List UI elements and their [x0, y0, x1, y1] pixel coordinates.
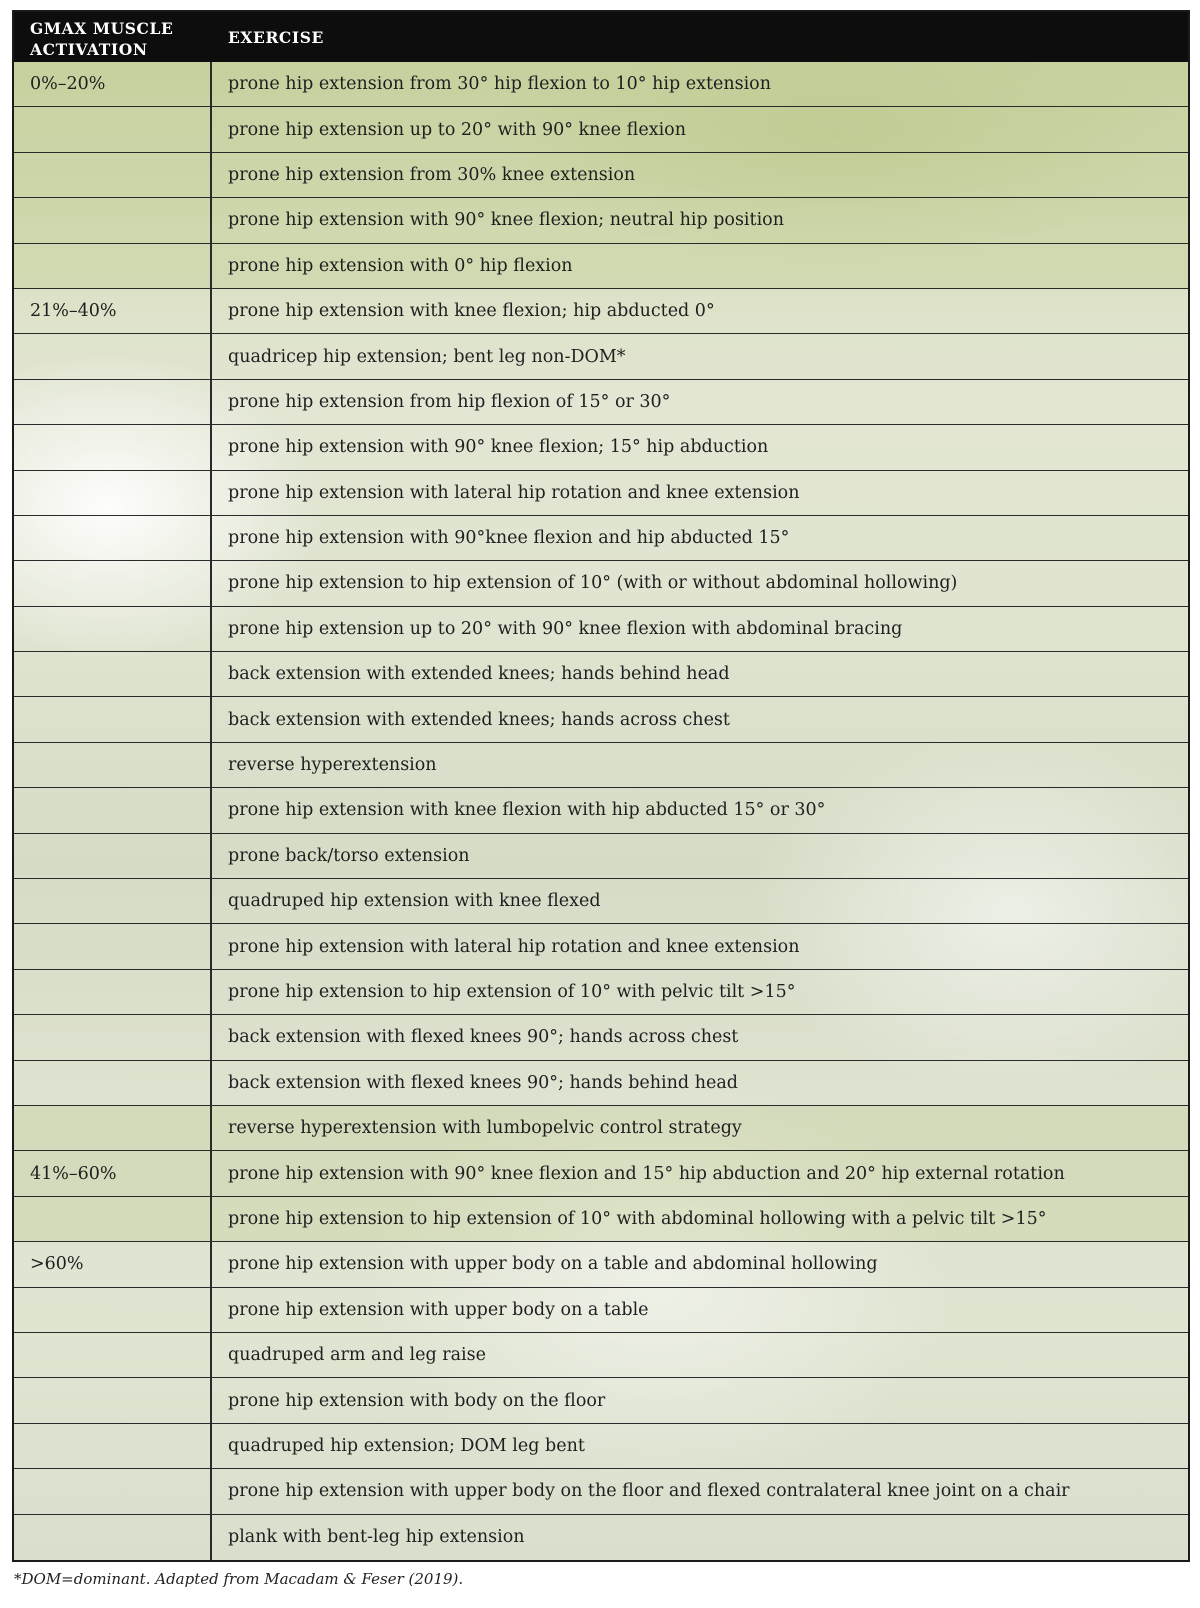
activation-cell — [14, 1333, 212, 1377]
activation-cell — [14, 1424, 212, 1468]
activation-cell: 0%–20% — [14, 62, 212, 106]
exercise-cell: prone hip extension to hip extension of 10° with abdominal hollowing with a pelvic tilt >15° — [228, 1208, 1047, 1229]
activation-cell — [14, 970, 212, 1014]
table-row — [14, 1333, 1188, 1378]
activation-cell — [14, 334, 212, 378]
exercise-cell: back extension with flexed knees 90°; hands across chest — [228, 1027, 739, 1048]
table-row — [14, 1288, 1188, 1333]
table-row — [14, 924, 1188, 969]
exercise-cell: prone back/torso extension — [228, 845, 470, 866]
table-row — [14, 334, 1188, 379]
exercise-cell: reverse hyperextension — [228, 755, 437, 776]
exercise-cell: plank with bent-leg hip extension — [228, 1527, 525, 1548]
exercise-cell: prone hip extension with lateral hip rotation and knee extension — [228, 482, 800, 503]
table-row — [14, 425, 1188, 470]
table-row — [14, 153, 1188, 198]
table-row — [14, 607, 1188, 652]
exercise-cell: prone hip extension to hip extension of 10° with pelvic tilt >15° — [228, 982, 796, 1002]
table-row — [14, 834, 1188, 879]
table-row — [14, 198, 1188, 243]
activation-cell — [14, 924, 212, 968]
exercise-cell: prone hip extension with upper body on a table — [228, 1299, 649, 1320]
table-row — [14, 879, 1188, 924]
exercise-cell: quadruped hip extension with knee flexed — [228, 891, 601, 912]
table-row — [14, 1151, 1188, 1196]
table-row — [14, 471, 1188, 516]
table-row — [14, 1424, 1188, 1469]
table-row — [14, 697, 1188, 742]
exercise-cell: quadruped hip extension; DOM leg bent — [228, 1435, 585, 1456]
exercise-cell: prone hip extension up to 20° with 90° knee flexion — [228, 119, 686, 140]
activation-cell — [14, 1515, 212, 1560]
exercise-cell: prone hip extension with upper body on the floor and flexed contralateral knee joint on a chair — [228, 1481, 1070, 1502]
exercise-cell: prone hip extension from 30° hip flexion to 10° hip extension — [228, 74, 771, 95]
exercise-cell: quadricep hip extension; bent leg non-DOM* — [228, 346, 626, 367]
activation-cell — [14, 1469, 212, 1513]
exercise-cell: back extension with extended knees; hands behind head — [228, 664, 730, 685]
exercise-cell: back extension with extended knees; hands across chest — [228, 709, 730, 730]
exercise-cell: prone hip extension up to 20° with 90° knee flexion with abdominal bracing — [228, 618, 903, 639]
table-row — [14, 516, 1188, 561]
table-row — [14, 1515, 1188, 1560]
exercise-cell: prone hip extension with 90° knee flexion; 15° hip abduction — [228, 437, 769, 458]
exercise-cell: prone hip extension with 90° knee flexion and 15° hip abduction and 20° hip external rotation — [228, 1163, 1065, 1184]
exercise-cell: prone hip extension with lateral hip rotation and knee extension — [228, 936, 800, 957]
activation-cell — [14, 1106, 212, 1150]
activation-cell — [14, 153, 212, 197]
activation-cell — [14, 244, 212, 288]
activation-cell: 41%–60% — [14, 1151, 212, 1195]
activation-cell: >60% — [14, 1242, 212, 1286]
activation-cell — [14, 380, 212, 424]
activation-cell — [14, 879, 212, 923]
activation-cell — [14, 1061, 212, 1105]
activation-cell — [14, 1288, 212, 1332]
table-row — [14, 652, 1188, 697]
exercise-cell: prone hip extension to hip extension of 10° (with or without abdominal hollowing) — [228, 573, 958, 594]
exercise-cell: prone hip extension from hip flexion of 15° or 30° — [228, 391, 671, 412]
table-row — [14, 107, 1188, 152]
table-row — [14, 561, 1188, 606]
footnote: *DOM=dominant. Adapted from Macadam & Feser (2019). — [14, 1569, 464, 1588]
exercise-cell: prone hip extension with 90° knee flexion; neutral hip position — [228, 210, 784, 231]
exercise-cell: prone hip extension with 0° hip flexion — [228, 255, 573, 276]
exercise-cell: prone hip extension with body on the floor — [228, 1390, 606, 1411]
table-row — [14, 1061, 1188, 1106]
table-row — [14, 244, 1188, 289]
table-header — [14, 12, 1188, 62]
activation-cell: 21%–40% — [14, 289, 212, 333]
exercise-cell: back extension with flexed knees 90°; hands behind head — [228, 1072, 738, 1093]
table-row — [14, 289, 1188, 334]
exercise-cell: prone hip extension with knee flexion; hip abducted 0° — [228, 301, 715, 322]
activation-cell — [14, 1378, 212, 1422]
activation-cell — [14, 516, 212, 560]
activation-cell — [14, 1197, 212, 1241]
table-row — [14, 970, 1188, 1015]
activation-cell — [14, 743, 212, 787]
table-container — [12, 10, 1190, 1588]
activation-cell — [14, 697, 212, 741]
activation-cell — [14, 652, 212, 696]
table-row — [14, 788, 1188, 833]
activation-cell — [14, 471, 212, 515]
table-row — [14, 1106, 1188, 1151]
activation-cell — [14, 1015, 212, 1059]
activation-cell — [14, 561, 212, 605]
activation-cell — [14, 607, 212, 651]
exercise-cell: quadruped arm and leg raise — [228, 1345, 486, 1366]
table-row — [14, 1242, 1188, 1287]
exercise-cell: prone hip extension with 90°knee flexion and hip abducted 15° — [228, 528, 790, 549]
header-activation: GMAX MUSCLE ACTIVATION — [30, 19, 174, 59]
exercise-cell: prone hip extension with upper body on a table and abdominal hollowing — [228, 1254, 878, 1275]
table-row — [14, 62, 1188, 107]
table-row — [14, 1197, 1188, 1242]
table-row — [14, 1378, 1188, 1423]
activation-table — [12, 10, 1190, 1562]
table-row — [14, 380, 1188, 425]
exercise-cell: prone hip extension with knee flexion with hip abducted 15° or 30° — [228, 800, 826, 821]
table-row — [14, 1015, 1188, 1060]
exercise-cell: prone hip extension from 30% knee extension — [228, 164, 636, 185]
activation-cell — [14, 198, 212, 242]
activation-cell — [14, 834, 212, 878]
activation-cell — [14, 425, 212, 469]
table-row — [14, 1469, 1188, 1514]
activation-cell — [14, 107, 212, 151]
table-body — [14, 62, 1188, 1560]
exercise-cell: reverse hyperextension with lumbopelvic control strategy — [228, 1118, 742, 1139]
table-row — [14, 743, 1188, 788]
header-exercise: EXERCISE — [228, 28, 324, 47]
activation-cell — [14, 788, 212, 832]
